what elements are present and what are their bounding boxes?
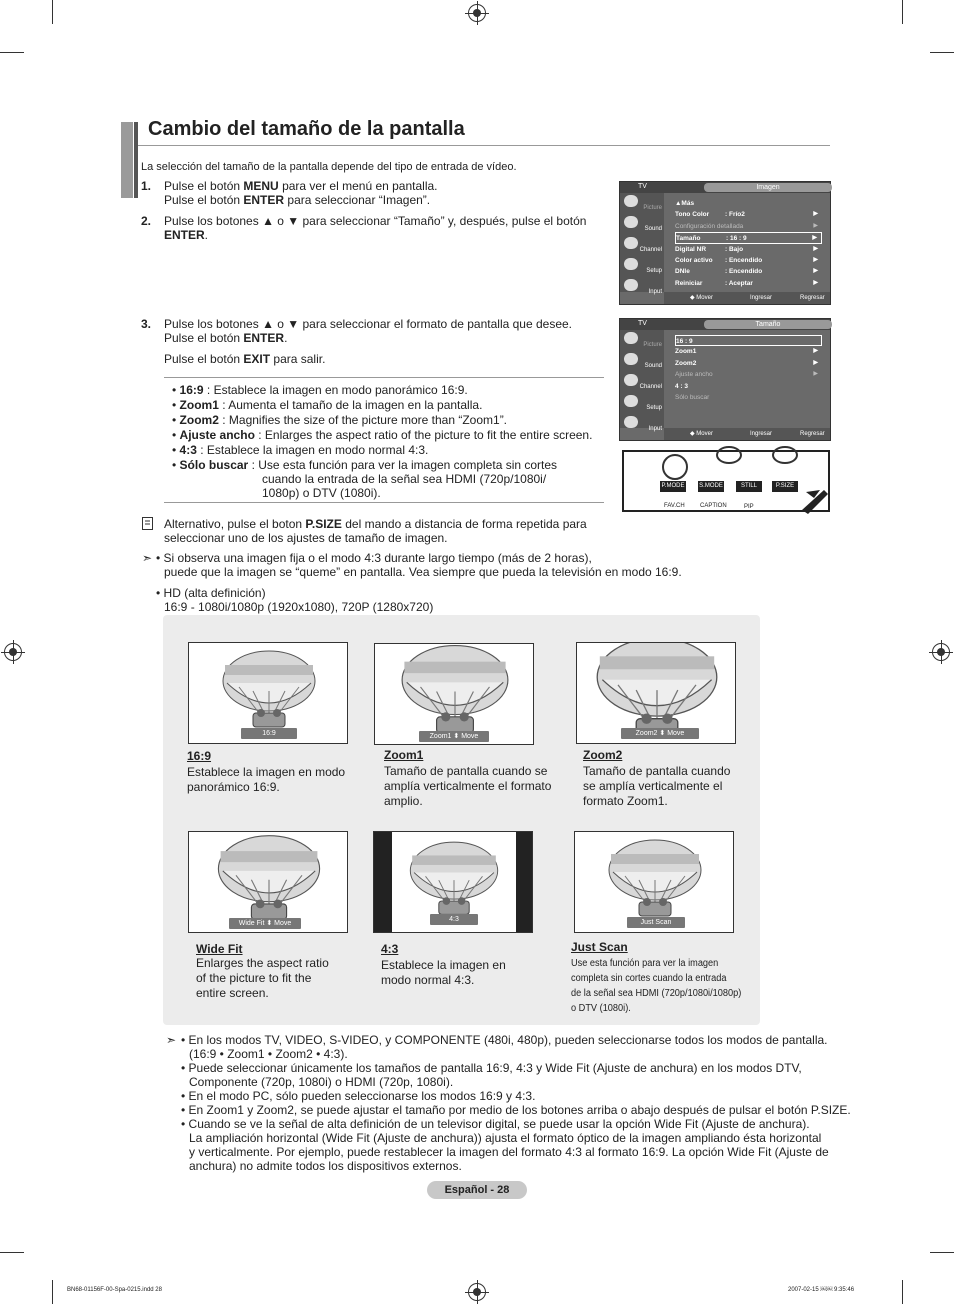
preview-badge: Wide Fit ⬍ Move (229, 918, 301, 929)
osd-row: Zoom1 ▶ (675, 348, 818, 356)
osd-side-setup: Setup (620, 256, 664, 277)
osd-row: Color activo : Encendido ▶ (675, 256, 818, 264)
note-psize-line-1: Alternativo, pulse el boton P.SIZE del mando a distancia de forma repetida para (164, 517, 587, 531)
crop-mark (52, 1280, 53, 1304)
remote-control-illustration (622, 450, 830, 512)
preview-16-9 (188, 642, 348, 744)
remote-button-icon (772, 446, 798, 464)
osd-row: Sólo buscar (675, 393, 710, 401)
caption-title: 16:9 (187, 749, 212, 763)
caption-label: CAPTION (700, 503, 727, 509)
option-16-9: • 16:9 : Establece la imagen en modo panorámico 16:9. (172, 383, 468, 397)
note-icon (142, 517, 153, 530)
osd-enter-hint: Ingresar (750, 431, 773, 437)
preview-zoom1 (374, 643, 534, 745)
preview-just-scan (574, 831, 734, 933)
favch-label: FAV.CH (664, 503, 685, 509)
osd-side-sound: Sound (620, 351, 664, 372)
osd-sidebar (620, 330, 664, 432)
title-divider (138, 145, 830, 146)
crop-mark (0, 52, 24, 53)
caption-title: Zoom1 (384, 748, 424, 762)
osd-row: Reiniciar : Aceptar ▶ (675, 279, 818, 287)
pointer-arrow-icon (800, 488, 830, 514)
osd-side-picture: Picture (620, 330, 664, 351)
intro-text: La selección del tamaño de la pantalla depende del tipo de entrada de vídeo. (141, 161, 517, 173)
bottom-note: (16:9 • Zoom1 • Zoom2 • 4:3). (189, 1047, 348, 1061)
osd-side-sound: Sound (620, 214, 664, 235)
osd-enter-hint: Ingresar (750, 295, 773, 301)
bottom-note: • En los modos TV, VIDEO, S-VIDEO, y COMPONENTE (480i, 480p), pueden seleccionarse todos los modos de pantalla. (181, 1033, 828, 1047)
caption-desc: Use esta función para ver la imagen completa sin cortes cuando la entrada de la señal sea HDMI (720p/1080i/1080p) o DTV (1080i). (571, 958, 742, 1014)
page-number-badge: Español - 28 (427, 1181, 527, 1199)
step-number: 2. (141, 214, 152, 228)
crop-mark (52, 0, 53, 24)
balloon-illustration-icon (375, 644, 534, 745)
preview-4-3 (373, 831, 533, 933)
osd-row-selected: Tamaño : 16 : 9 ▶ (675, 232, 822, 243)
preview-badge: 4:3 (430, 914, 478, 925)
step-2-line-2: ENTER. (164, 228, 209, 242)
osd-row: Digital NR : Bajo ▶ (675, 245, 818, 253)
osd-row-selected: 16 : 9 (675, 335, 822, 346)
still-button: STILL (736, 481, 762, 492)
step-number: 3. (141, 317, 152, 331)
remote-button-icon (716, 446, 742, 464)
osd-side-channel: Channel (620, 372, 664, 393)
burn-in-note-line-1: • Si observa una imagen fija o el modo 4:3 durante largo tiempo (más de 2 horas), (156, 551, 592, 565)
arrow-note-icon: ➣ (142, 551, 153, 565)
caption-desc: Establece la imagen en modo panorámico 16:9. (187, 765, 346, 794)
size-options-list (164, 377, 604, 503)
crop-mark (0, 1252, 24, 1253)
burn-in-note-line-2: puede que la imagen se “queme” en pantalla. Vea siempre que pueda la televisión en modo 16:9. (164, 565, 682, 579)
osd-move-hint: ◆ Mover (690, 295, 713, 301)
option-solo-buscar-cont: cuando la entrada de la señal sea HDMI (720p/1080i/ (262, 472, 547, 486)
osd-menu-imagen (619, 181, 831, 305)
osd-back-hint: Regresar (800, 431, 825, 437)
print-file-info: BN68-01156F-00-Spa-0215.indd 28 (67, 1287, 162, 1293)
preview-zoom2 (576, 642, 736, 744)
print-timestamp: 2007-02-15 ￼￼ 9:35:46 (788, 1287, 855, 1293)
osd-row: 4 : 3 (675, 382, 689, 390)
preview-badge: Just Scan (627, 917, 685, 928)
bottom-note: La ampliación horizontal (Wide Fit (Ajuste de anchura)) ajusta el formato óptico de la imagen ampliando ésta horizontal (189, 1131, 822, 1145)
caption-title: Zoom2 (583, 748, 623, 762)
caption-title: 4:3 (381, 942, 399, 956)
osd-side-picture: Picture (620, 193, 664, 214)
psize-button: P.SIZE (772, 481, 798, 492)
step-1-line-2: Pulse el botón ENTER para seleccionar “Imagen”. (164, 193, 431, 207)
option-zoom1: • Zoom1 : Aumenta el tamaño de la imagen en la pantalla. (172, 398, 483, 412)
title-accent-bar (134, 122, 138, 198)
bottom-note: anchura) no admite todos los dispositivos externos. (189, 1159, 462, 1173)
osd-row: ▲Más (675, 200, 695, 207)
osd-sidebar (620, 193, 664, 295)
osd-header: Tamaño (704, 320, 832, 329)
crop-mark (930, 52, 954, 53)
step-1-line-1: Pulse el botón MENU para ver el menú en pantalla. (164, 179, 438, 193)
crop-mark (930, 1252, 954, 1253)
step-2-line-1: Pulse los botones ▲ o ▼ para seleccionar “Tamaño” y, después, pulse el botón (164, 214, 587, 228)
registration-mark-icon (468, 4, 486, 22)
bottom-note: y verticalmente. Por ejemplo, puede restablecer la imagen del formato 4:3 al formato 16:9. La opción Wide Fit (Ajuste de (189, 1145, 829, 1159)
page-title: Cambio del tamaño de la pantalla (148, 118, 465, 140)
bottom-note: • En el modo PC, sólo pueden seleccionarse los modos 16:9 y 4:3. (181, 1089, 536, 1103)
osd-side-setup: Setup (620, 393, 664, 414)
osd-row: DNIe : Encendido ▶ (675, 268, 818, 276)
caption-desc: Enlarges the aspect ratio of the picture to fit the entire screen. (196, 956, 329, 1000)
title-accent-bar (121, 122, 133, 198)
bottom-note: Componente (720p, 1080i) o HDMI (720p, 1080i). (189, 1075, 454, 1089)
osd-side-input: Input (620, 414, 664, 435)
osd-row: Zoom2 ▶ (675, 359, 818, 367)
step-3-line-2: Pulse el botón ENTER. (164, 331, 288, 345)
crop-mark (902, 1280, 903, 1304)
option-zoom2: • Zoom2 : Magnifies the size of the picture more than “Zoom1”. (172, 413, 508, 427)
hd-note-line-2: 16:9 - 1080i/1080p (1920x1080), 720P (1280x720) (164, 600, 434, 614)
step-3-line-1: Pulse los botones ▲ o ▼ para seleccionar el formato de pantalla que desee. (164, 317, 572, 331)
osd-tv-label: TV (638, 320, 647, 327)
step-number: 1. (141, 179, 152, 193)
preview-badge: Zoom2 ⬍ Move (621, 728, 699, 739)
osd-row: Tono Color : Frío2 ▶ (675, 211, 818, 219)
bottom-note: • En Zoom1 y Zoom2, se puede ajustar el tamaño por medio de los botones arriba o abajo después de pulsar el botón P.SIZE. (181, 1103, 851, 1117)
registration-mark-icon (4, 643, 22, 661)
option-ajuste-ancho: • Ajuste ancho : Enlarges the aspect ratio of the picture to fit the entire screen. (172, 428, 593, 442)
bottom-note: • Cuando se ve la señal de alta definición de un televisor digital, se puede usar la opción Wide Fit (Ajuste de anchura). (181, 1117, 810, 1131)
caption-desc: Tamaño de pantalla cuando se amplía verticalmente el formato Zoom1. (583, 764, 731, 808)
osd-footer (664, 292, 830, 304)
caption-desc: Establece la imagen en modo normal 4:3. (381, 958, 506, 987)
caption-title: Wide Fit (196, 942, 243, 956)
bottom-note: • Puede seleccionar únicamente los tamaños de pantalla 16:9, 4:3 y Wide Fit (Ajuste de anchura) en los modos DTV, (181, 1061, 802, 1075)
note-psize-line-2: seleccionar uno de los ajustes de tamaño de imagen. (164, 531, 448, 545)
option-4-3: • 4:3 : Establece la imagen en modo normal 4:3. (172, 443, 429, 457)
osd-header: Imagen (704, 183, 832, 192)
osd-tv-label: TV (638, 183, 647, 190)
osd-move-hint: ◆ Mover (690, 431, 713, 437)
pip-label: PIP (744, 504, 754, 510)
return-button-icon (662, 454, 688, 480)
osd-side-channel: Channel (620, 235, 664, 256)
preview-badge: Zoom1 ⬍ Move (419, 731, 489, 742)
osd-menu-tamano (619, 318, 831, 441)
hd-note-line-1: • HD (alta definición) (156, 586, 266, 600)
option-solo-buscar: • Sólo buscar : Use esta función para ver la imagen completa sin cortes (172, 458, 558, 472)
osd-row: Configuración detallada ▶ (675, 222, 818, 230)
preview-badge: 16:9 (241, 728, 297, 739)
crop-mark (902, 0, 903, 24)
preview-wide-fit (188, 831, 348, 933)
arrow-note-icon: ➣ (166, 1033, 177, 1047)
registration-mark-icon (932, 643, 950, 661)
osd-side-input: Input (620, 277, 664, 298)
caption-title: Just Scan (571, 940, 628, 954)
osd-footer (664, 428, 830, 440)
caption-desc: Tamaño de pantalla cuando se amplía verticalmente el formato amplio. (384, 764, 552, 808)
osd-row: Ajuste ancho ▶ (675, 371, 818, 379)
step-3-line-3: Pulse el botón EXIT para salir. (164, 352, 326, 366)
pmode-button: P.MODE (660, 481, 686, 492)
option-solo-buscar-cont: 1080p) o DTV (1080i). (262, 486, 381, 500)
registration-mark-icon (468, 1283, 486, 1301)
smode-button: S.MODE (698, 481, 724, 492)
osd-back-hint: Regresar (800, 295, 825, 301)
